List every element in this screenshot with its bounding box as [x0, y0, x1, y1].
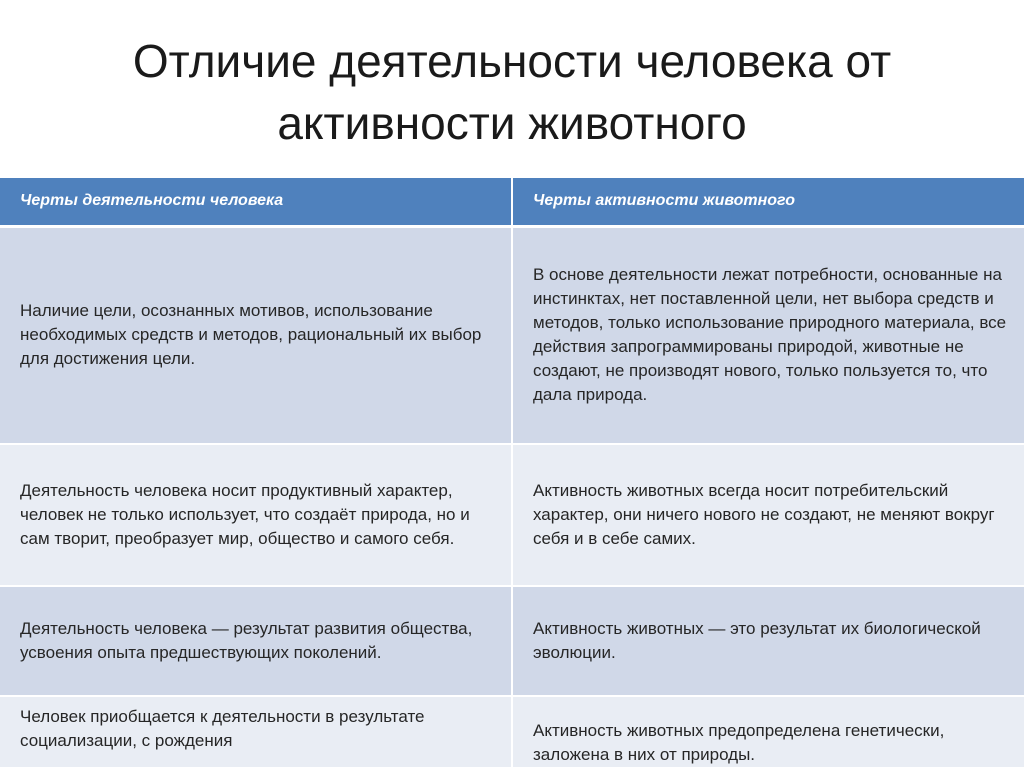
slide-title-line-1: Отличие деятельности человека от — [132, 35, 892, 87]
slide-title-line-2: активности животного — [277, 97, 747, 149]
table-row — [0, 586, 1024, 696]
column-header-human: Черты деятельности человека — [0, 178, 512, 226]
table-header-row — [0, 178, 1024, 226]
cell-animal-trait: В основе деятельности лежат потребности, основанные на инстинктах, нет поставленной цели, нет выбора средств и методов, только использование природного материала, все действия запрограммированы природой, животные не создают, не производят нового, только пользуется то, что дала природа. — [512, 226, 1024, 444]
cell-human-trait: Человек приобщается к деятельности в результате социализации, с рождения — [0, 696, 512, 767]
table-row — [0, 696, 1024, 767]
cell-human-trait: Деятельность человека — результат развития общества, усвоения опыта предшествующих поколений. — [0, 586, 512, 696]
cell-animal-trait: Активность животных предопределена генетически, заложена в них от природы. — [512, 696, 1024, 767]
cell-animal-trait: Активность животных всегда носит потребительский характер, они ничего нового не создают, не меняют вокруг себя и в себе самих. — [512, 444, 1024, 586]
cell-animal-trait: Активность животных — это результат их биологической эволюции. — [512, 586, 1024, 696]
column-header-animal: Черты активности животного — [512, 178, 1024, 226]
table-row — [0, 444, 1024, 586]
table-row — [0, 226, 1024, 444]
slide-title — [0, 30, 1024, 154]
cell-human-trait: Деятельность человека носит продуктивный характер, человек не только использует, что создаёт природа, но и сам творит, преобразует мир, общество и самого себя. — [0, 444, 512, 586]
comparison-table — [0, 178, 1024, 767]
cell-human-trait: Наличие цели, осознанных мотивов, использование необходимых средств и методов, рациональный их выбор для достижения цели. — [0, 226, 512, 444]
